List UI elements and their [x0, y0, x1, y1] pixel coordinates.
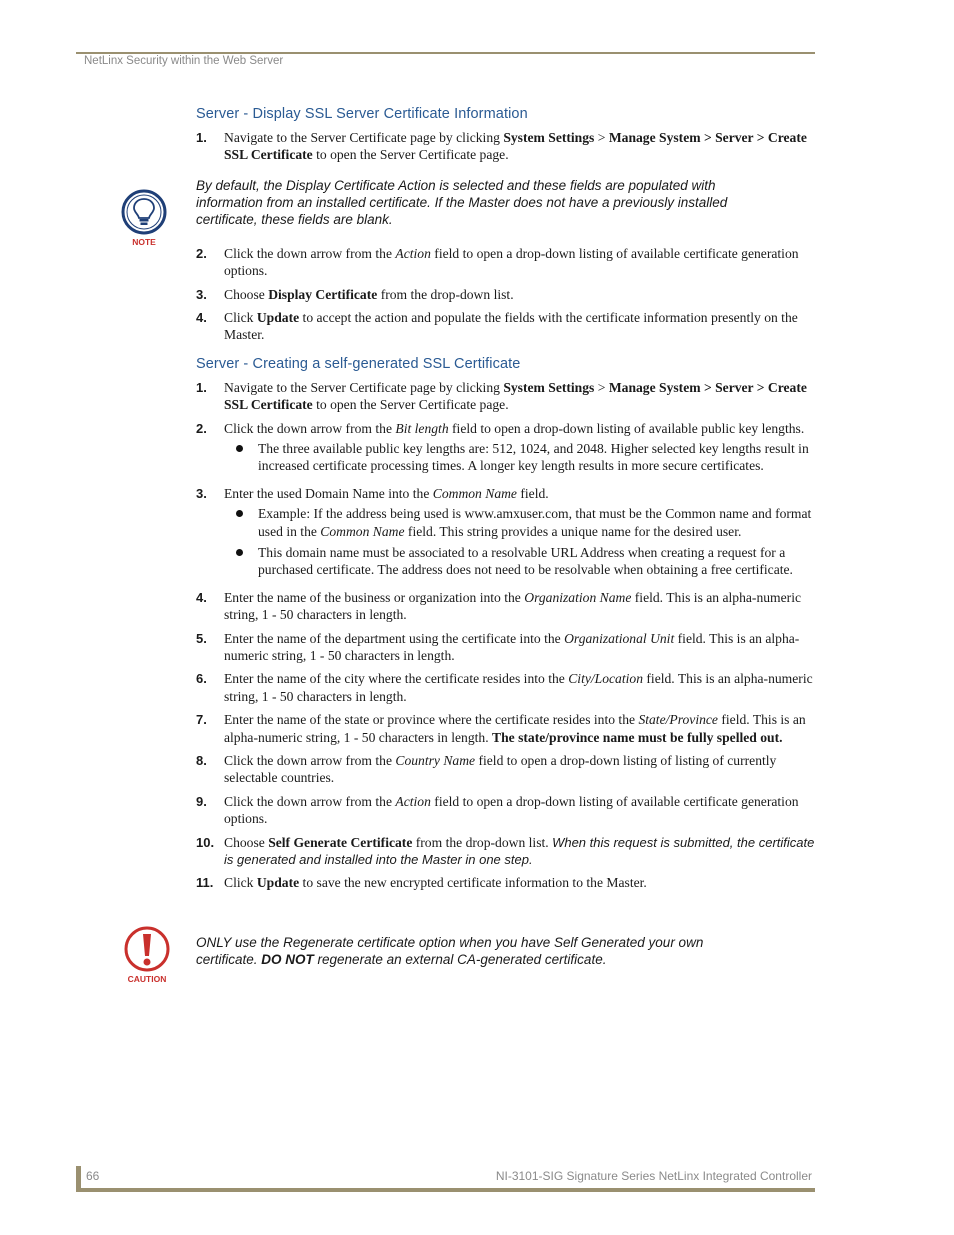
emphasis-text: DO NOT [261, 952, 314, 968]
bullet-icon [236, 549, 243, 556]
text-run: Click [224, 309, 257, 325]
text-run: Click [224, 875, 257, 891]
section-heading-self-generated: Server - Creating a self-generated SSL Certificate [196, 355, 521, 372]
list-item [196, 309, 818, 344]
step-number: 11. [196, 875, 214, 891]
step-number: 10. [196, 834, 215, 850]
text-run: from the drop-down list. [377, 286, 514, 302]
field-name: Organization Name [524, 589, 632, 605]
step-number: 6. [196, 671, 207, 687]
emphasis-text: The state/province name must be fully spelled out. [492, 729, 783, 745]
text-run: to accept the action and populate the fields with the certificate information presently on the Master. [224, 309, 798, 343]
text-run: Enter the name of the state or province where the certificate resides into the [224, 712, 639, 728]
text-run: from the drop-down list. [412, 834, 553, 850]
step-number: 2. [196, 420, 207, 436]
bullet-icon [236, 510, 243, 517]
text-run: to open the Server Certificate page. [312, 147, 509, 163]
step-number: 2. [196, 245, 207, 261]
step-text [224, 309, 818, 344]
step-text [224, 752, 818, 787]
button-name: Update [256, 309, 300, 325]
step-text [224, 286, 818, 303]
step-text [224, 379, 818, 414]
text-run: Click the down arrow from the [224, 753, 396, 769]
field-name: City/Location [568, 671, 643, 687]
list-item [196, 752, 818, 787]
option-name: Self Generate Certificate [268, 834, 413, 850]
list-item [196, 245, 818, 280]
list-item [196, 793, 818, 828]
list-item [196, 129, 818, 164]
text-run: field to open a drop-down listing of available public key lengths. [448, 420, 805, 436]
list-item [196, 630, 818, 665]
field-name: Action [395, 245, 431, 261]
list-item [196, 379, 818, 414]
list-item [196, 485, 818, 583]
option-name: Display Certificate [268, 286, 378, 302]
caution-icon [118, 926, 176, 984]
text-run: Click the down arrow from the [224, 420, 396, 436]
bullet-item [236, 440, 818, 475]
menu-path: System Settings [503, 130, 595, 145]
text-run: Example: If the address being used is www.amxuser.com, that must be the Common name and format used in the [258, 506, 812, 539]
text-run: > [594, 379, 609, 395]
text-run: field. This is an alpha-numeric string, 1 - 50 characters in length. [224, 671, 813, 704]
text-run: field. This is an alpha-numeric string, 1 - 50 characters in length. [224, 630, 800, 664]
text-run: field. This is an alpha-numeric string, 1 - 50 characters in length. [224, 589, 801, 623]
page-content [196, 106, 818, 898]
step-text [224, 589, 818, 624]
list-item [196, 711, 818, 746]
running-header: NetLinx Security within the Web Server [84, 55, 284, 67]
section-heading-display-ssl: Server - Display SSL Server Certificate Information [196, 106, 528, 122]
text-run: Enter the name of the city where the certificate resides into the [224, 671, 569, 687]
step-text [224, 129, 818, 164]
step-text [224, 420, 818, 479]
step-text [224, 485, 818, 583]
step-number: 3. [196, 485, 207, 501]
text-run: Enter the name of the business or organization into the [224, 589, 525, 605]
step-text [224, 711, 818, 746]
field-name: Country Name [395, 753, 476, 769]
text-run: field. [516, 485, 549, 501]
field-name: Common Name [432, 485, 517, 501]
bullet-item [236, 544, 818, 579]
list-item [196, 286, 818, 303]
step-number: 7. [196, 712, 207, 728]
step-number: 9. [196, 793, 207, 809]
text-run: Enter the used Domain Name into the [224, 485, 433, 501]
text-run: Choose [224, 834, 269, 850]
step-number: 4. [196, 309, 207, 325]
bullet-text [258, 505, 818, 540]
list-item [196, 874, 818, 891]
bullet-text: The three available public key lengths are: 512, 1024, and 2048. Higher selected key lengths result in increased certificate processing times. A longer key length results in more secure certificates. [258, 440, 809, 474]
list-item [196, 589, 818, 624]
step-number: 1. [196, 130, 207, 145]
step-number: 5. [196, 630, 207, 646]
step-text [224, 245, 818, 280]
text-run: field. This string provides a unique name for the desired user. [404, 523, 742, 539]
text-run: Navigate to the Server Certificate page by clicking [224, 130, 504, 145]
step-text [224, 793, 818, 828]
field-name: Bit length [395, 420, 449, 436]
text-run: field to open a drop-down listing of available certificate generation options. [224, 245, 799, 279]
step-text [224, 630, 818, 665]
bullet-text: This domain name must be associated to a resolvable URL Address when creating a request for a purchased certificate. The address does not need to be resolvable when obtaining a free certificate. [258, 544, 793, 578]
list-item [196, 420, 818, 479]
text-run: Click the down arrow from the [224, 245, 396, 261]
menu-path: Manage System > Server > Create SSL Certificate [224, 379, 807, 413]
bullet-item [236, 505, 818, 540]
text-run: to open the Server Certificate page. [312, 397, 509, 413]
field-name: Action [395, 793, 431, 809]
page-number: 66 [86, 1169, 100, 1183]
field-name: State/Province [638, 712, 718, 728]
step-number: 8. [196, 753, 207, 769]
text-run: field to open a drop-down listing of available certificate generation options. [224, 793, 799, 827]
step-number: 3. [196, 286, 207, 302]
step-number: 1. [196, 379, 207, 395]
text-run: Choose [224, 286, 269, 302]
caution-label: CAUTION [127, 974, 167, 984]
inline-note: When this request is submitted, the certificate is generated and installed into the Master in one step. [224, 834, 815, 868]
menu-path: Manage System > Server > Create SSL Certificate [224, 130, 807, 163]
caution-text [196, 934, 736, 969]
text-run: Click the down arrow from the [224, 793, 396, 809]
note-text: By default, the Display Certificate Action is selected and these fields are populated with information from an installed certificate. If the Master does not have a previously installed certificate, these fields are blank. [196, 177, 728, 228]
step-text [224, 834, 818, 869]
text-run: > [594, 130, 609, 145]
text-run: regenerate an external CA-generated certificate. [313, 952, 607, 968]
step-text [224, 874, 818, 891]
text-run: Enter the name of the department using the certificate into the [224, 630, 565, 646]
footer-doc-title: NI-3101-SIG Signature Series NetLinx Integrated Controller [495, 1169, 812, 1183]
text-run: ONLY use the Regenerate certificate option when you have Self Generated your own certificate. [196, 935, 704, 968]
text-run: Navigate to the Server Certificate page by clicking [224, 379, 504, 395]
list-item [196, 670, 818, 705]
bullet-icon [236, 445, 243, 452]
note-label: NOTE [132, 237, 156, 247]
text-run: field. This is an alpha-numeric string, 1 - 50 characters in length. [224, 712, 806, 745]
field-name: Common Name [320, 523, 405, 539]
list-item [196, 834, 818, 869]
step-number: 4. [196, 589, 207, 605]
menu-path: System Settings [503, 379, 595, 395]
button-name: Update [256, 875, 300, 891]
note-icon [118, 189, 170, 247]
text-run: field to open a drop-down listing of listing of currently selectable countries. [224, 753, 777, 786]
footer-rule [76, 1188, 815, 1192]
header-rule [76, 52, 815, 54]
field-name: Organizational Unit [564, 630, 675, 646]
text-run: to save the new encrypted certificate information to the Master. [299, 875, 647, 891]
step-text [224, 670, 818, 705]
